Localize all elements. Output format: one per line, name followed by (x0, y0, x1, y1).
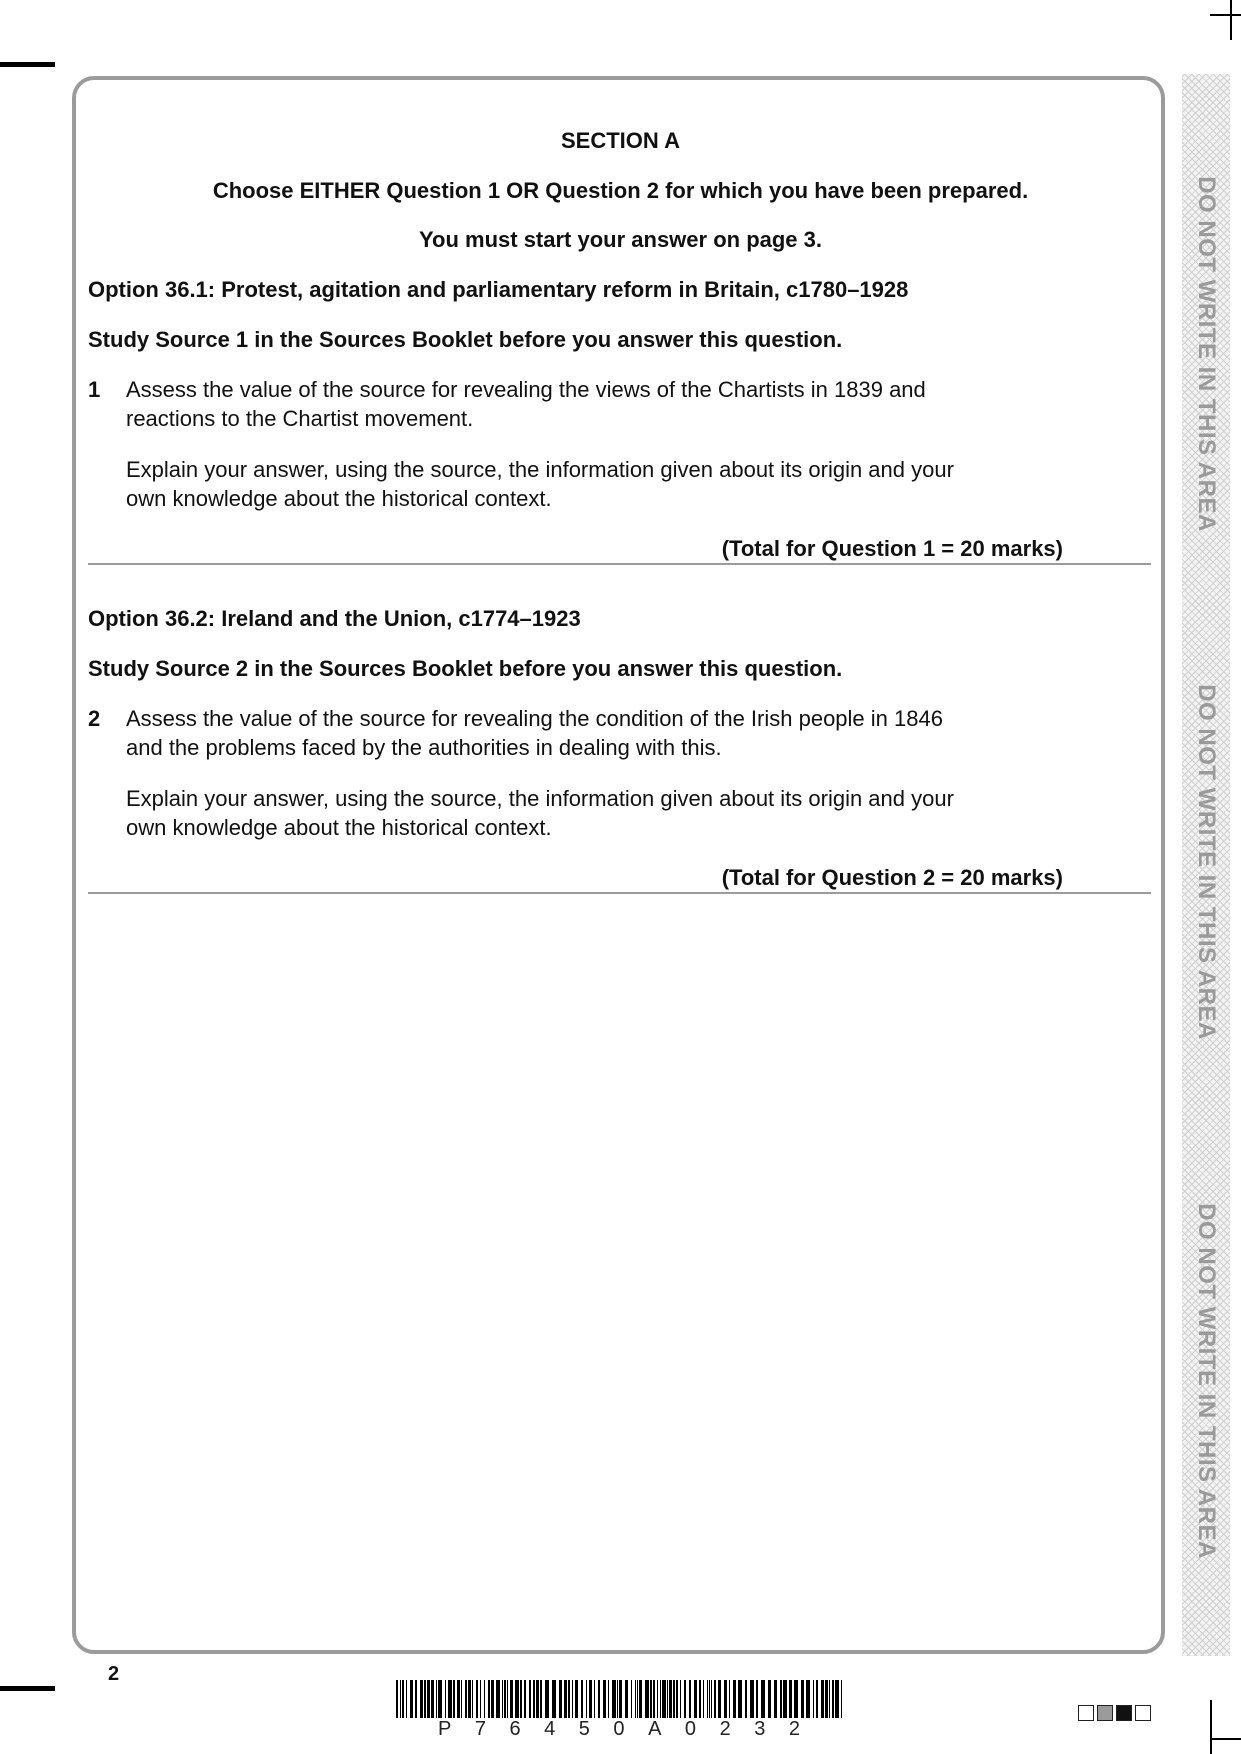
question1-total: (Total for Question 1 = 20 marks) (721, 536, 1063, 561)
barcode-bar (504, 1680, 506, 1718)
page-number: 2 (108, 1663, 120, 1685)
barcode-digit: 3 (754, 1718, 766, 1740)
barcode-bar (612, 1680, 616, 1718)
option2-study: Study Source 2 in the Sources Booklet before you answer this question. (88, 656, 843, 681)
barcode-bar (427, 1680, 430, 1718)
barcode-bar (400, 1680, 401, 1718)
barcode-bar (420, 1680, 423, 1718)
option2-heading: Option 36.2: Ireland and the Union, c1774–1923 (88, 606, 581, 631)
question1-line2: reactions to the Chartist movement. (126, 406, 474, 431)
barcode-bar (484, 1680, 485, 1718)
barcode-bar (594, 1680, 595, 1718)
barcode-bar (431, 1680, 434, 1718)
barcode-bar (794, 1680, 798, 1718)
barcode-bar (669, 1680, 672, 1718)
barcode-bar (540, 1680, 542, 1718)
option1-study: Study Source 1 in the Sources Booklet before you answer this question. (88, 327, 843, 352)
barcode-bar (835, 1680, 839, 1718)
barcode-bar (603, 1680, 606, 1718)
barcode-bar (598, 1680, 600, 1718)
barcode-bar (745, 1680, 747, 1718)
barcode-bar (841, 1680, 842, 1718)
barcode-bar (703, 1680, 704, 1718)
barcode-bar (684, 1680, 686, 1718)
barcode-digit: 0 (613, 1718, 625, 1740)
crop-mark-top-right-v (1230, 0, 1232, 40)
barcode-bar (738, 1680, 742, 1718)
barcode-bar (491, 1680, 494, 1718)
barcode-digit: 5 (578, 1718, 590, 1740)
reg-box-grey (1097, 1705, 1113, 1721)
barcode-digit: 6 (509, 1718, 521, 1740)
barcode-bar (552, 1680, 556, 1718)
barcode-bar (729, 1680, 730, 1718)
barcode-bar (608, 1680, 609, 1718)
barcode-bar (724, 1680, 727, 1718)
barcode-bar (733, 1680, 736, 1718)
barcode-bar (750, 1680, 754, 1718)
barcode-digit: 4 (544, 1718, 556, 1740)
barcode-bar (653, 1680, 655, 1718)
barcode-digits (396, 1718, 842, 1741)
barcode-bar (637, 1680, 638, 1718)
barcode-digit: A (648, 1718, 662, 1740)
barcode-bar (832, 1680, 834, 1718)
section-title: SECTION A (561, 128, 680, 153)
barcode-bar (673, 1680, 675, 1718)
barcode-bar (586, 1680, 587, 1718)
barcode-bar (424, 1680, 426, 1718)
barcode-bar (709, 1680, 710, 1718)
barcode-bar (631, 1680, 632, 1718)
barcode-bar (496, 1680, 500, 1718)
barcode-bar (783, 1680, 787, 1718)
question1-divider (88, 563, 1151, 565)
barcode-digit: 2 (788, 1718, 800, 1740)
barcode-bar (645, 1680, 649, 1718)
barcode-bar (806, 1680, 810, 1718)
reg-box-black (1116, 1705, 1132, 1721)
barcode-digit: 0 (684, 1718, 697, 1740)
question2-explain-line2: own knowledge about the historical context. (126, 815, 552, 840)
barcode-bar (515, 1680, 519, 1718)
barcode-bar (657, 1680, 658, 1718)
reg-box-white (1135, 1705, 1151, 1721)
barcode-bar (667, 1680, 668, 1718)
barcode-bar (813, 1680, 814, 1718)
barcode-digit: 7 (474, 1718, 486, 1740)
barcode-bar (533, 1680, 535, 1718)
barcode-bar (488, 1680, 490, 1718)
question2-total: (Total for Question 2 = 20 marks) (721, 865, 1063, 890)
barcode-bar (711, 1680, 712, 1718)
barcode-bar (707, 1680, 708, 1718)
barcode-bar (689, 1680, 691, 1718)
barcode-bar (453, 1680, 455, 1718)
barcode-bar (699, 1680, 701, 1718)
barcode-bar (780, 1680, 782, 1718)
question2-line2: and the problems faced by the authorities in dealing with this. (126, 735, 722, 760)
barcode-bar (465, 1680, 467, 1718)
barcode-bar (680, 1680, 681, 1718)
barcode-bar (529, 1680, 531, 1718)
crop-mark-top-right-h (1210, 14, 1241, 16)
barcode-bar (572, 1680, 573, 1718)
barcode-bar (662, 1680, 666, 1718)
instruction-start: You must start your answer on page 3. (418, 227, 822, 252)
barcode-bar (406, 1680, 407, 1718)
barcode-bar (676, 1680, 678, 1718)
question2-divider (88, 892, 1151, 894)
barcode-bar (660, 1680, 661, 1718)
barcode-bar (617, 1680, 618, 1718)
barcode-bar (589, 1680, 592, 1718)
barcode-bar (768, 1680, 771, 1718)
barcode-bar (825, 1680, 828, 1718)
barcode-bar (536, 1680, 539, 1718)
barcode-bar (774, 1680, 777, 1718)
instruction-choose: Choose EITHER Question 1 OR Question 2 for which you have been prepared. (212, 178, 1029, 203)
barcode-bar (821, 1680, 824, 1718)
question2-explain-line1: Explain your answer, using the source, the information given about its origin and your (126, 786, 954, 811)
barcode-bar (575, 1680, 578, 1718)
question1-line1: Assess the value of the source for revealing the views of the Chartists in 1839 and (126, 377, 926, 402)
barcode-bar (718, 1680, 721, 1718)
barcode (396, 1680, 842, 1718)
question2-number: 2 (88, 706, 101, 731)
barcode-bar (650, 1680, 652, 1718)
barcode-bar (472, 1680, 473, 1718)
barcode-bar (694, 1680, 697, 1718)
barcode-bar (436, 1680, 437, 1718)
barcode-bar (756, 1680, 758, 1718)
barcode-bar (639, 1680, 642, 1718)
registration-boxes (1078, 1705, 1151, 1721)
crop-mark-top-left (0, 62, 55, 67)
barcode-bar (415, 1680, 417, 1718)
barcode-bar (545, 1680, 549, 1718)
barcode-bar (520, 1680, 522, 1718)
barcode-bar (438, 1680, 442, 1718)
barcode-bar (510, 1680, 513, 1718)
barcode-bar (789, 1680, 792, 1718)
barcode-bar (625, 1680, 628, 1718)
barcode-bar (402, 1680, 404, 1718)
reg-box-white (1078, 1705, 1094, 1721)
barcode-bar (559, 1680, 562, 1718)
question1-explain-line2: own knowledge about the historical context. (126, 486, 552, 511)
barcode-bar (619, 1680, 622, 1718)
crop-mark-bottom-right-h (1212, 1738, 1241, 1740)
crop-mark-bottom-right-v (1210, 1700, 1212, 1754)
barcode-bar (480, 1680, 481, 1718)
crop-mark-bottom-left (0, 1686, 55, 1691)
barcode-bar (461, 1680, 462, 1718)
barcode-bar (507, 1680, 508, 1718)
barcode-bar (801, 1680, 804, 1718)
barcode-bar (410, 1680, 413, 1718)
option1-heading: Option 36.1: Protest, agitation and parliamentary reform in Britain, c1780–1928 (88, 277, 909, 302)
barcode-bar (502, 1680, 503, 1718)
barcode-bar (457, 1680, 460, 1718)
barcode-bar (445, 1680, 446, 1718)
barcode-bar (816, 1680, 818, 1718)
barcode-bar (714, 1680, 716, 1718)
barcode-bar (761, 1680, 765, 1718)
barcode-digit: P (438, 1718, 452, 1740)
question1-number: 1 (88, 377, 101, 402)
barcode-bar (524, 1680, 526, 1718)
barcode-bar (468, 1680, 471, 1718)
question1-explain-line1: Explain your answer, using the source, the information given about its origin and your (126, 457, 954, 482)
barcode-bar (581, 1680, 583, 1718)
question2-line1: Assess the value of the source for revealing the condition of the Irish people in 1846 (126, 706, 943, 731)
barcode-digit: 2 (719, 1718, 731, 1740)
barcode-bar (568, 1680, 570, 1718)
barcode-bar (635, 1680, 636, 1718)
barcode-bar (564, 1680, 567, 1718)
barcode-bar (448, 1680, 452, 1718)
barcode-bar (829, 1680, 830, 1718)
barcode-bar (476, 1680, 478, 1718)
barcode-bar (396, 1680, 398, 1718)
